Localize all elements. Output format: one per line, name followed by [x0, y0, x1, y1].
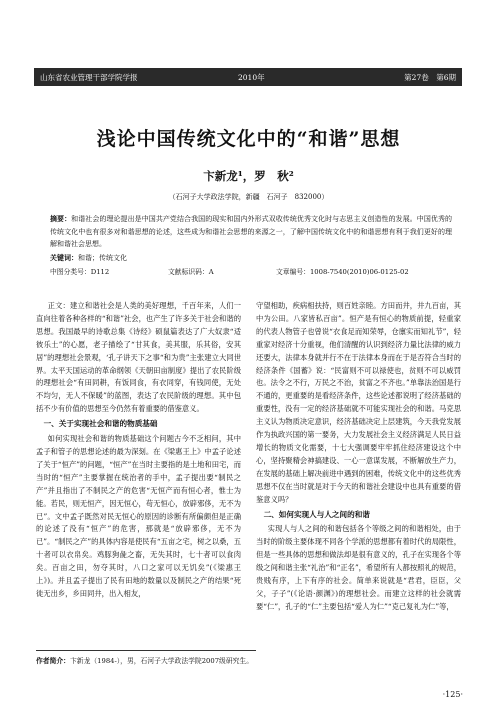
right-column: [256, 300, 461, 614]
journal-year: 2010年: [238, 73, 265, 82]
footnote-divider: [36, 650, 256, 651]
affiliation: （石河子大学政法学院，新疆 石河子 832000）: [168, 193, 329, 201]
journal-name: 山东省农业管理干部学院学报: [40, 73, 138, 82]
authors: 卞新龙¹，罗 秋²: [203, 169, 294, 183]
document-code: 文献标识码：A: [168, 268, 214, 276]
paragraph: 如何实现社会和谐的物质基础这个问题古今不乏相问，其中孟子和管子的思想论述的最为深刻。在《梁惠王上》中孟子论述了关于“恒产”的问题，“恒产”在当时主要指的是土地和田宅，而当时的“恒产”主要掌握在统治者的手中，孟子提出要“制民之产”并且指出了不制民之产的危害“无恒产而有恒心者，惟士为能。若民，则无恒产，因无恒心，苟无恒心，放辟邪侈，无不为已”。文中孟子既然对民无恒心的原因的诊断有所偏颇但是正确的论述了没有“恒产”的危害，那就是“放辟邪侈，无不为已”。“制民之产”的具体内容是使民有“五亩之宅，树之以桑，五十者可以衣帛矣。鸡豚狗彘之畜，无失其时，七十者可以食肉矣。百亩之田，勿夺其时，八口之家可以无饥矣”(《梁惠王上》)。并且孟子提出了民有田地的数量以及制民之产的结果“死徙无出乡，乡田同井，出入相友，: [36, 434, 241, 598]
page-number: ·125·: [442, 690, 463, 699]
keywords-label: 关键词：: [50, 253, 78, 262]
section-heading: 一、关于实现社会和谐的物质基础: [43, 419, 158, 429]
abstract-label: 摘要：: [50, 214, 72, 223]
journal-issue: 第27卷 第6期: [404, 73, 456, 82]
paragraph: 实现人与人之间的和谐包括各个等级之间的和谐相处，由于当时的阶级主要体现不同各个学派的思想都有着时代的局限性，但是一些具体的思想和做法却是很有意义的，孔子在实现各个等级之间和谐主张“礼治”和“正名”，希望所有人都按照礼的规范，贵贱有序，上下有序的社会。简单来说就是“君君，臣臣，父父，子子”(《论语·颜渊》)的理想社会。而建立这样的社会就需要“仁”，孔子的“仁”主要包括“爱人为仁”“克己复礼为仁”等，: [256, 524, 461, 611]
footnote-text: 卞新龙（1984-），男，石河子大学政法学院2007级研究生。: [69, 657, 254, 665]
keywords: [50, 253, 127, 263]
footnote-label: 作者简介：: [36, 657, 70, 665]
paragraph: 正文：建立和谐社会是人类的美好理想，千百年来，人们一直向往着各种各样的“和谐”社会，也产生了许多关于社会和谐的思想。我国最早的诗歌总集《诗经》硕鼠篇表达了广大奴隶“适彼乐土”的心愿，老子描绘了“甘其食，美其服，乐其俗，安其居”的理想社会景观，‘孔子讲天下之事“和为贵”主张建立大同世界。太平天国运动的革命纲领《天朝田亩制度》提出了农民阶级的理想社会“有田同耕，有饭同食，有衣同穿，有钱同使，无处不均匀，无人不保暖”的蓝图，表达了农民阶级的理想。其中包括不少有价值的思想至今仍然有着重要的借鉴意义。: [36, 301, 241, 414]
paragraph: 守望相助，疾病相扶持，则百姓亲睦。方田而井，井九百亩，其中为公田。八家皆私百亩”。恒产是有恒心的物质前提，轻重家的代表人物管子也曾说“衣食足而知荣辱，仓廪实而知礼节”，轻重家对经济十分重视，他们清醒的认识到经济力量比法律的威力还要大，法律本身就并行不在于法律本身而在于是否符合当时的经济条件《国蓄》说：“民富则不可以禄使也，贫则不可以威罚也。法令之不行，万民之不治，贫富之不齐也。”单靠法治国是行不通的，更重要的是看经济条件，这些论述都说明了经济基础的重要性，没有一定的经济基础就不可能实现社会的和谐。马克思主义认为物质决定意识，经济基础决定上层建筑，今天我党发展作为执政兴国的第一要务，大力发展社会主义经济满足人民日益增长的物质文化需要，十七大强调要牢牢抓住经济建设这个中心，坚持聚精会神搞建设、一心一意谋发展，不断解放生产力，在发展的基础上解决前进中遇到的困难，传统文化中的这些优秀思想不仅在当时就是对于今天的和谐社会建设中也具有重要的借鉴意义吗？: [256, 301, 461, 504]
abstract: [50, 213, 452, 251]
clc-number: 中图分类号：D112: [50, 268, 110, 276]
article-meta: [50, 266, 452, 278]
keywords-text: 和谐；传统文化: [78, 254, 127, 262]
journal-header: [34, 68, 462, 86]
abstract-text: 和谐社会的理论提出是中国共产党结合我国的现实和国内外形式双收传统优秀文化时与志思主义创造性的发展。中国优秀的传统文化中也有很多对和谐思想的论述，这些成为和谐社会思想的来源之一，了解中国传统文化中的和谐思想有利于我们更好的理解和谐社会思想。: [50, 215, 453, 248]
article-number: 文章编号：1008-7540(2010)06-0125-02: [276, 268, 409, 276]
section-heading: 二、如何实现人与人之间的和谐: [263, 509, 370, 519]
author-note: [36, 655, 253, 665]
left-column: [36, 300, 241, 601]
paper-title: 浅论中国传统文化中的“和谐”思想: [96, 128, 401, 150]
